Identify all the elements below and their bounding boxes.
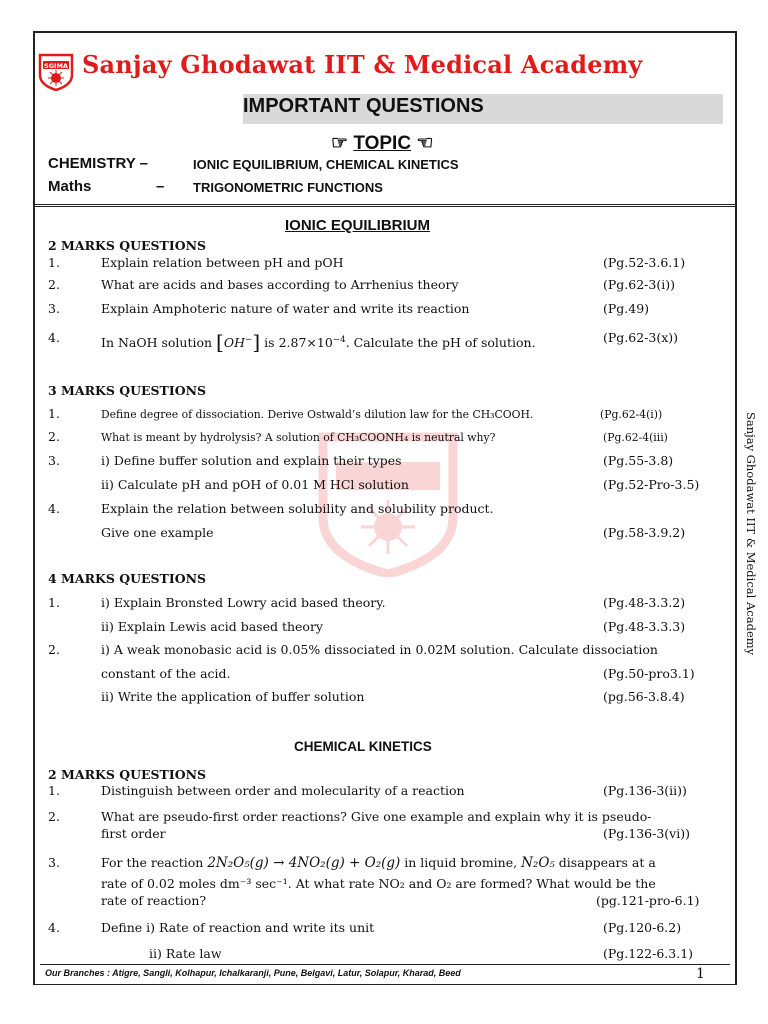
reaction-equation: 2N₂O₅(g) → 4NO₂(g) + O₂(g) xyxy=(207,855,401,871)
page-reference: (Pg.48-3.3.3) xyxy=(603,619,686,634)
ionic-3marks-heading: 3 MARKS QUESTIONS xyxy=(48,383,207,398)
question-text: For the reaction 2N₂O₅(g) → 4NO₂(g) + O₂(g) in liquid bromine, N₂O₅ disappears at a xyxy=(101,855,656,871)
question-text: Explain Amphoteric nature of water and write its reaction xyxy=(101,301,470,316)
question-number: 4. xyxy=(48,330,60,345)
page-reference: (Pg.55-3.8) xyxy=(603,453,674,468)
page-number: 1 xyxy=(696,966,705,982)
page-reference: (Pg.62-3(i)) xyxy=(603,277,675,292)
question-text: In NaOH solution [OH−] is $2.87\times 10^{-4}$. Calculate the pH of solution. xyxy=(101,330,536,354)
footer-branches: Our Branches : Atigre, Sangli, Kolhapur, Ichalkaranji, Pune, Belgavi, Latur, Solapur, Kharad, Beed xyxy=(45,968,461,978)
question-text: rate of reaction? xyxy=(101,893,207,908)
question-number: 1. xyxy=(48,595,60,610)
question-text: rate of 0.02 moles dm⁻³ sec⁻¹. At what rate NO₂ and O₂ are formed? What would be the xyxy=(101,876,656,891)
question-text: What are acids and bases according to Arrhenius theory xyxy=(101,277,459,292)
question-text: i) Define buffer solution and explain their types xyxy=(101,453,402,468)
question-text: What is meant by hydrolysis? A solution of CH₃COONH₄ is neutral why? xyxy=(101,431,496,444)
page-reference: (Pg.49) xyxy=(603,301,650,316)
footer-separator xyxy=(40,964,730,965)
academy-logo xyxy=(38,53,74,91)
academy-name: Sanjay Ghodawat IIT & Medical Academy xyxy=(82,50,643,79)
page-reference: (Pg.50-pro3.1) xyxy=(603,666,695,681)
question-text: Explain the relation between solubility and solubility product. xyxy=(101,501,494,516)
question-text: Distinguish between order and molecularity of a reaction xyxy=(101,783,465,798)
page-reference: (Pg.136-3(ii)) xyxy=(603,783,687,798)
question-number: 4. xyxy=(48,501,60,516)
question-number: 3. xyxy=(48,855,60,870)
section-title-kinetics: CHEMICAL KINETICS xyxy=(294,739,432,754)
question-number: 1. xyxy=(48,783,60,798)
subject-maths: Maths xyxy=(48,178,92,195)
question-text: constant of the acid. xyxy=(101,666,231,681)
question-text: What are pseudo-first order reactions? Give one example and explain why it is pseudo- xyxy=(101,809,652,824)
page-reference: (pg.56-3.8.4) xyxy=(603,689,685,704)
subject-chemistry: CHEMISTRY – xyxy=(48,155,149,172)
question-number: 1. xyxy=(48,255,60,270)
question-text: Give one example xyxy=(101,525,214,540)
ionic-4marks-heading: 4 MARKS QUESTIONS xyxy=(48,571,207,586)
question-text: ii) Rate law xyxy=(149,946,222,961)
page-reference: (Pg.62-3(x)) xyxy=(603,330,679,345)
question-number: 4. xyxy=(48,920,60,935)
subject-maths-topics: TRIGONOMETRIC FUNCTIONS xyxy=(193,180,383,195)
question-number: 2. xyxy=(48,429,60,444)
question-number: 1. xyxy=(48,406,60,421)
page-border-top xyxy=(33,31,736,33)
pointing-left-hand-icon: ☜ xyxy=(416,133,434,154)
page-reference: (Pg.52-Pro-3.5) xyxy=(603,477,700,492)
page-reference: (Pg.48-3.3.2) xyxy=(603,595,686,610)
topic-label: TOPIC xyxy=(353,133,412,154)
question-text: ii) Explain Lewis acid based theory xyxy=(101,619,323,634)
page-reference: (Pg.62-4(iii) xyxy=(603,431,668,444)
topic-heading xyxy=(331,132,433,155)
side-academy-label: Sanjay Ghodawat IIT & Medical Academy xyxy=(744,412,758,656)
question-text: Define i) Rate of reaction and write its unit xyxy=(101,920,375,935)
pointing-right-hand-icon: ☞ xyxy=(331,133,349,154)
page-reference: (Pg.62-4(i)) xyxy=(600,408,663,421)
kinetics-2marks-heading: 2 MARKS QUESTIONS xyxy=(48,767,207,782)
page-border-right xyxy=(735,31,737,985)
page-reference: (Pg.122-6.3.1) xyxy=(603,946,694,961)
section-title-ionic: IONIC EQUILIBRIUM xyxy=(285,217,430,234)
question-text: ii) Write the application of buffer solution xyxy=(101,689,365,704)
page-reference: (Pg.58-3.9.2) xyxy=(603,525,686,540)
question-text: i) A weak monobasic acid is 0.05% dissociated in 0.02M solution. Calculate dissociation xyxy=(101,642,658,657)
question-text: first order xyxy=(101,826,166,841)
header-separator xyxy=(33,204,736,207)
ionic-2marks-heading: 2 MARKS QUESTIONS xyxy=(48,238,207,253)
subject-maths-dash: – xyxy=(156,178,165,195)
page-reference: (Pg.136-3(vi)) xyxy=(603,826,690,841)
question-number: 3. xyxy=(48,453,60,468)
question-number: 2. xyxy=(48,809,60,824)
question-text: i) Explain Bronsted Lowry acid based theory. xyxy=(101,595,386,610)
question-text: ii) Calculate pH and pOH of 0.01 M HCl solution xyxy=(101,477,409,492)
page-reference: (pg.121-pro-6.1) xyxy=(596,893,700,908)
question-text: Define degree of dissociation. Derive Ostwald’s dilution law for the CH₃COOH. xyxy=(101,408,534,421)
page-border-left xyxy=(33,31,35,985)
question-number: 3. xyxy=(48,301,60,316)
page-reference: (Pg.52-3.6.1) xyxy=(603,255,686,270)
question-number: 2. xyxy=(48,277,60,292)
logo-text: SGIMA xyxy=(44,62,68,70)
page-border-bottom xyxy=(33,984,736,985)
page-reference: (Pg.120-6.2) xyxy=(603,920,682,935)
subject-chemistry-topics: IONIC EQUILIBRIUM, CHEMICAL KINETICS xyxy=(193,157,459,172)
question-number: 2. xyxy=(48,642,60,657)
question-text: Explain relation between pH and pOH xyxy=(101,255,344,270)
page-title: IMPORTANT QUESTIONS xyxy=(243,95,484,117)
